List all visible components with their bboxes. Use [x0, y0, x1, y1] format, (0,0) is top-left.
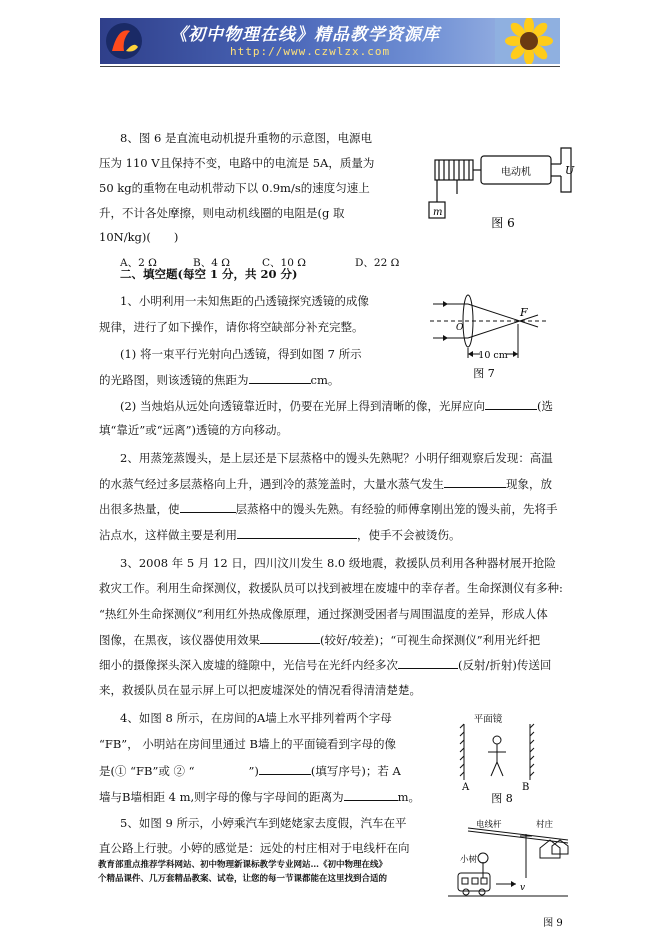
banner-url[interactable]: http://www.czwlzx.com — [230, 45, 391, 58]
footer-line-1: 教育部重点推荐学科网站、初中物理新课标教学专业网站…《初中物理在线》 — [98, 860, 388, 870]
q3-line-1: 3、2008 年 5 月 12 日，四川汶川发生 8.0 级地震，救援队员利用各种器材展开抢险 — [120, 556, 556, 570]
q2-line-2-text: 的水蒸气经过多层蒸格向上升，遇到冷的蒸笼盖时，大量水蒸气发生 — [99, 477, 444, 491]
q8-line-4: 升，不计各处摩擦，则电动机线圈的电阻是(g 取 — [99, 206, 345, 220]
q2-line-1: 2、用蒸笼蒸馒头，是上层还是下层蒸格中的馒头先熟呢？小明仔细观察后发现：高温 — [120, 451, 553, 465]
header-rule — [100, 66, 560, 67]
q1-focal-length-blank[interactable] — [249, 371, 311, 384]
q8-line-2: 压为 110 V且保持不变，电路中的电流是 5A，质量为 — [99, 156, 375, 170]
q5-line-1: 5、如图 9 所示，小婷乘汽车到姥姥家去度假，汽车在平 — [120, 816, 407, 830]
q4-line-1: 4、如图 8 所示，在房间的A墙上水平排列着两个字母 — [120, 711, 392, 725]
q8-line-3: 50 kg的重物在电动机带动下以 0.9m/s的速度匀速上 — [99, 181, 370, 195]
q8-line-1: 8、图 6 是直流电动机提升重物的示意图，电源电 — [120, 131, 372, 145]
q4-image-blank[interactable] — [259, 762, 311, 775]
q4-line-4 — [99, 788, 420, 805]
q2-line-3-tail: 层蒸格中的馒头先熟。有经验的师傅拿刚出笼的馒头前，先将手 — [235, 502, 558, 516]
q2-reason-blank[interactable] — [237, 526, 357, 539]
distance-label: 10 cm — [478, 350, 508, 361]
q2-layer-blank[interactable] — [180, 500, 236, 513]
q3-line-5 — [99, 656, 551, 673]
figure-7-caption: 图 7 — [473, 367, 495, 380]
motor-label: 电动机 — [501, 167, 531, 178]
q4-line-3-tail: (填写序号)；若 A — [310, 764, 401, 778]
mirror-label: 平面镜 — [473, 714, 503, 725]
mass-label: m — [433, 207, 443, 218]
q4-quote-close: ”) — [248, 764, 259, 778]
q2-line-4-tail: ，使手不会被烫伤。 — [357, 528, 461, 542]
q3-line-6: 来，救援队员在显示屏上可以把废墟深处的情况看得清清楚楚。 — [99, 683, 421, 697]
section-2-title: 二、填空题(每空 1 分，共 20 分) — [120, 267, 298, 281]
figure-9-car-diagram — [448, 818, 573, 930]
q4-line-3-text: 是(① “FB”或 ② “ — [99, 764, 195, 778]
q1-intro-2: 规律，进行了如下操作，请你将空缺部分补充完整。 — [99, 320, 364, 334]
q3-line-2: 救灾工作。利用生命探测仪，救援队员可以找到被埋在废墟中的幸存者。生命探测仪有多种: — [99, 581, 563, 595]
q2-line-3-text: 出很多热量，使 — [99, 502, 180, 516]
banner-title: 《初中物理在线》精品教学资源库 — [170, 25, 440, 45]
q4-line-3 — [99, 762, 401, 779]
wall-a-label: A — [462, 782, 470, 793]
q2-line-3 — [99, 500, 558, 517]
q2-phenomenon-blank[interactable] — [444, 475, 506, 488]
figure-8-caption: 图 8 — [491, 792, 513, 805]
q3-line-3: “热红外生命探测仪”利用红外热成像原理，通过探测受困者与周围温度的差异，形成人体 — [99, 607, 548, 621]
q3-line-4-tail: (较好/较差)；“可视生命探测仪”利用光纤把 — [320, 633, 541, 647]
figure-6-caption: 图 6 — [491, 216, 515, 230]
q1-part1-unit: cm。 — [310, 373, 340, 387]
figure-6-motor-diagram — [425, 130, 575, 235]
q2-line-4 — [99, 526, 461, 543]
q3-line-4 — [99, 631, 540, 648]
q3-line-4-text: 图像，在黑夜，该仪器使用效果 — [99, 633, 260, 647]
q3-effect-blank[interactable] — [260, 631, 320, 644]
voltage-label: U — [565, 164, 575, 177]
footer-line-2: 个精品课件、几万套精品教案、试卷，让您的每一节课都能在这里找到合适的 — [98, 874, 388, 884]
figure-8-mirror-diagram — [452, 710, 547, 810]
q4-line-4-text: 墙与B墙相距 4 m,则字母的像与字母间的距离为 — [99, 790, 344, 804]
q8-option-d: D、22 Ω — [355, 257, 400, 269]
tree-label: 小树 — [460, 855, 478, 865]
wall-b-label: B — [522, 782, 530, 793]
q1-part1-text: 的光路图，则该透镜的焦距为 — [99, 373, 249, 387]
q1-part2-tail: (选 — [536, 399, 553, 413]
q3-line-5-tail: (反射/折射)传送回 — [458, 658, 552, 672]
figure-7-lens-diagram — [428, 288, 558, 380]
optical-center-label: O — [456, 323, 464, 333]
q1-part2-line-2: 填“靠近”或“远离”)透镜的方向移动。 — [99, 423, 289, 437]
q1-intro-1: 1、小明利用一未知焦距的凸透镜探究透镜的成像 — [120, 294, 369, 308]
q8-option-b: B、4 Ω — [193, 257, 230, 269]
q4-line-2: “FB”， 小明站在房间里通过 B墙上的平面镜看到字母的像 — [99, 737, 396, 751]
q1-part1-line-2 — [99, 371, 339, 388]
figure-9-caption: 图 9 — [543, 918, 563, 929]
village-label: 村庄 — [536, 820, 554, 830]
q2-line-2-tail: 现象，放 — [506, 477, 552, 491]
q3-line-5-text: 细小的摄像探头深入废墟的缝隙中，光信号在光纤内经多次 — [99, 658, 398, 672]
speed-label: v — [520, 883, 526, 893]
q8-option-c: C、10 Ω — [262, 257, 306, 269]
site-banner — [100, 18, 560, 64]
q1-part1-line-1: (1) 将一束平行光射向凸透镜，得到如图 7 所示 — [120, 347, 362, 361]
q2-line-4-text: 沾点水，这样做主要是利用 — [99, 528, 237, 542]
q2-line-2 — [99, 475, 552, 492]
q1-part2-line-1 — [120, 397, 553, 414]
q4-distance-blank[interactable] — [344, 788, 398, 801]
q1-part2-text: (2) 当烛焰从远处向透镜靠近时，仍要在光屏上得到清晰的像，光屏应向 — [120, 399, 485, 413]
q1-screen-direction-blank[interactable] — [485, 397, 537, 410]
focus-label: F — [520, 306, 528, 319]
pole-label: 电线杆 — [476, 820, 502, 830]
site-logo — [104, 21, 144, 61]
sunflower-image — [495, 18, 560, 64]
q4-line-4-tail: m。 — [397, 790, 421, 804]
q8-line-5: 10N/kg)( ) — [99, 230, 179, 244]
q8-option-a: A、2 Ω — [120, 257, 157, 269]
q3-light-blank[interactable] — [398, 656, 458, 669]
q5-line-2: 直公路上行驶。小婷的感觉是：远处的村庄相对于电线杆在向 — [99, 841, 410, 855]
